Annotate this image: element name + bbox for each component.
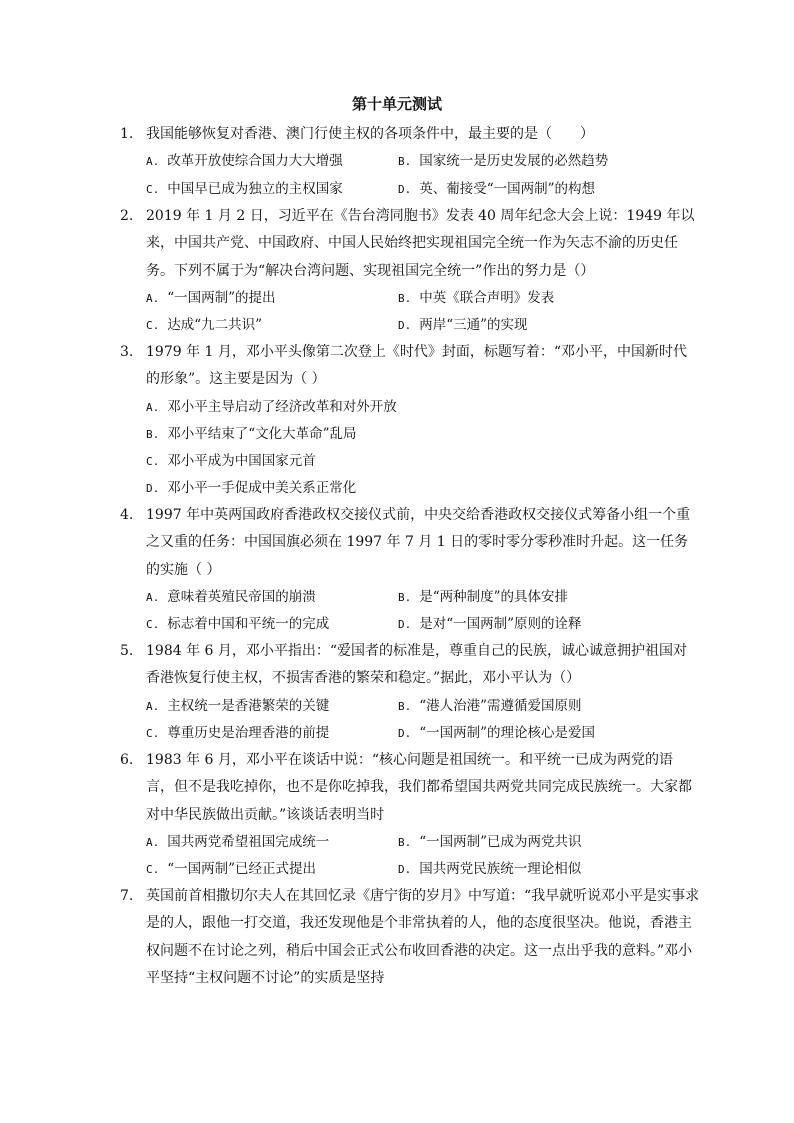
option-text: “一国两制”已成为两党共识 — [419, 833, 582, 850]
option-a — [146, 394, 397, 421]
option-b — [398, 829, 650, 856]
option-text: “一国两制”的提出 — [167, 289, 276, 306]
question-2 — [120, 203, 700, 339]
option-row — [146, 856, 700, 883]
option-row — [146, 693, 700, 720]
option-b — [398, 285, 650, 312]
option-text: 是“两种制度”的具体安排 — [419, 588, 569, 605]
question-stem: 英国前首相撒切尔夫人在其回忆录《唐宁街的岁月》中写道：“我早就听说邓小平是实事求是的人，跟他一打交道，我还发现他是个非常执着的人，他的态度很坚决。他说，香港主权问题不在讨论之列，稍后中国会正式公布收回香港的决定。这一点出乎我的意料。”邓小平坚持“主权问题不讨论”的实质是坚持 — [146, 888, 700, 986]
option-row — [146, 720, 700, 747]
question-3 — [120, 339, 700, 503]
option-text: 两岸“三通”的实现 — [419, 317, 528, 334]
option-label: A. — [146, 590, 160, 604]
option-c — [146, 448, 316, 475]
option-b — [398, 148, 650, 175]
option-label: D. — [398, 319, 412, 333]
option-text: 主权统一是香港繁荣的关键 — [167, 697, 330, 714]
option-label: C. — [146, 726, 160, 740]
option-text: 邓小平成为中国国家元首 — [167, 453, 316, 470]
question-4 — [120, 502, 700, 638]
question-stem: 1983 年 6 月，邓小平在谈话中说：“核心问题是祖国统一。和平统一已成为两党的语言，但不是我吃掉你，也不是你吃掉我，我们都希望国共两党共同完成民族统一。大家都对中华民族做出贡献。”该谈话表明当时 — [146, 752, 692, 823]
option-label: D. — [398, 618, 412, 632]
option-row — [146, 148, 700, 175]
option-text: 中英《联合声明》发表 — [419, 289, 555, 306]
option-row — [146, 475, 700, 502]
question-number: 2. — [120, 208, 134, 224]
option-a — [146, 584, 398, 611]
option-b — [146, 421, 357, 448]
question-1 — [120, 121, 700, 203]
option-label: A. — [146, 400, 160, 414]
option-row — [146, 448, 700, 475]
question-stem: 1997 年中英两国政府香港政权交接仪式前，中央交给香港政权交接仪式筹备小组一个重之又重的任务：中国国旗必须在 1997 年 7 月 1 日的零时零分零秒准时升起。这一任务的实施（ ） — [146, 507, 691, 578]
option-c — [146, 611, 398, 638]
option-a — [146, 693, 398, 720]
option-c — [146, 856, 398, 883]
option-text: “港人治港”需遵循爱国原则 — [419, 697, 582, 714]
option-d — [398, 856, 650, 883]
option-text: 国共两党民族统一理论相似 — [419, 861, 582, 878]
option-row — [146, 394, 700, 421]
option-label: A. — [146, 835, 160, 849]
option-text: 邓小平一手促成中美关系正常化 — [167, 480, 357, 497]
option-label: C. — [146, 319, 160, 333]
option-text: 是对“一国两制”原则的诠释 — [419, 616, 582, 633]
option-d — [398, 611, 650, 638]
option-a — [146, 285, 398, 312]
option-label: D. — [398, 863, 412, 877]
option-a — [146, 148, 398, 175]
option-label: A. — [146, 291, 160, 305]
question-number: 7. — [120, 888, 134, 904]
question-6 — [120, 747, 700, 883]
option-text: 达成“九二共识” — [167, 317, 263, 334]
option-text: 国共两党希望祖国完成统一 — [167, 833, 330, 850]
question-5 — [120, 638, 700, 747]
question-number: 3. — [120, 344, 134, 360]
option-text: 邓小平结束了“文化大革命”乱局 — [167, 425, 357, 442]
option-text: “一国两制”已经正式提出 — [167, 861, 317, 878]
option-label: D. — [398, 726, 412, 740]
option-row — [146, 584, 700, 611]
option-label: D. — [398, 182, 412, 196]
option-text: 英、葡接受“一国两制”的构想 — [419, 180, 596, 197]
option-label: C. — [146, 455, 160, 469]
option-label: C. — [146, 618, 160, 632]
question-number: 4. — [120, 507, 134, 523]
page-title: 第十单元测试 — [351, 95, 442, 113]
option-label: B. — [146, 427, 160, 441]
option-text: 意味着英殖民帝国的崩溃 — [167, 588, 316, 605]
option-label: A. — [146, 699, 160, 713]
option-b — [398, 584, 650, 611]
option-text: “一国两制”的理论核心是爱国 — [419, 724, 596, 741]
question-number: 1. — [120, 126, 134, 142]
option-label: C. — [146, 182, 160, 196]
option-text: 邓小平主导启动了经济改革和对外开放 — [167, 398, 397, 415]
option-label: C. — [146, 863, 160, 877]
question-stem: 我国能够恢复对香港、澳门行使主权的各项条件中，最主要的是（ ） — [146, 126, 594, 142]
option-row — [146, 829, 700, 856]
option-text: 国家统一是历史发展的必然趋势 — [419, 153, 609, 170]
option-d — [398, 720, 650, 747]
option-c — [146, 176, 398, 203]
option-b — [398, 693, 650, 720]
option-row — [146, 421, 700, 448]
option-d — [398, 312, 650, 339]
option-text: 中国早已成为独立的主权国家 — [167, 180, 343, 197]
option-row — [146, 176, 700, 203]
option-label: B. — [398, 155, 412, 169]
option-label: B. — [398, 699, 412, 713]
question-number: 6. — [120, 752, 134, 768]
question-stem: 2019 年 1 月 2 日，习近平在《告台湾同胞书》发表 40 周年纪念大会上说：1949 年以来，中国共产党、中国政府、中国人民始终把实现祖国完全统一作为矢志不渝的历史任务。下列不属于为“解决台湾问题、实现祖国完全统一”作出的努力是（） — [146, 208, 695, 279]
option-a — [146, 829, 398, 856]
option-text: 标志着中国和平统一的完成 — [167, 616, 330, 633]
question-stem: 1979 年 1 月，邓小平头像第二次登上《时代》封面，标题写着：“邓小平，中国新时代的形象”。这主要是因为（ ） — [146, 344, 688, 388]
option-row — [146, 312, 700, 339]
option-label: B. — [398, 835, 412, 849]
option-label: B. — [398, 291, 412, 305]
question-7 — [120, 883, 700, 992]
option-text: 尊重历史是治理香港的前提 — [167, 724, 330, 741]
option-label: A. — [146, 155, 160, 169]
option-row — [146, 611, 700, 638]
option-text: 改革开放使综合国力大大增强 — [167, 153, 343, 170]
option-row — [146, 285, 700, 312]
question-number: 5. — [120, 643, 134, 659]
option-c — [146, 312, 398, 339]
option-d — [146, 475, 356, 502]
option-label: D. — [146, 482, 160, 496]
option-d — [398, 176, 650, 203]
question-stem: 1984 年 6 月，邓小平指出：“爱国者的标准是，尊重自己的民族，诚心诚意拥护祖国对香港恢复行使主权，不损害香港的繁荣和稳定。”据此，邓小平认为（） — [146, 643, 688, 687]
option-label: B. — [398, 590, 412, 604]
option-c — [146, 720, 398, 747]
